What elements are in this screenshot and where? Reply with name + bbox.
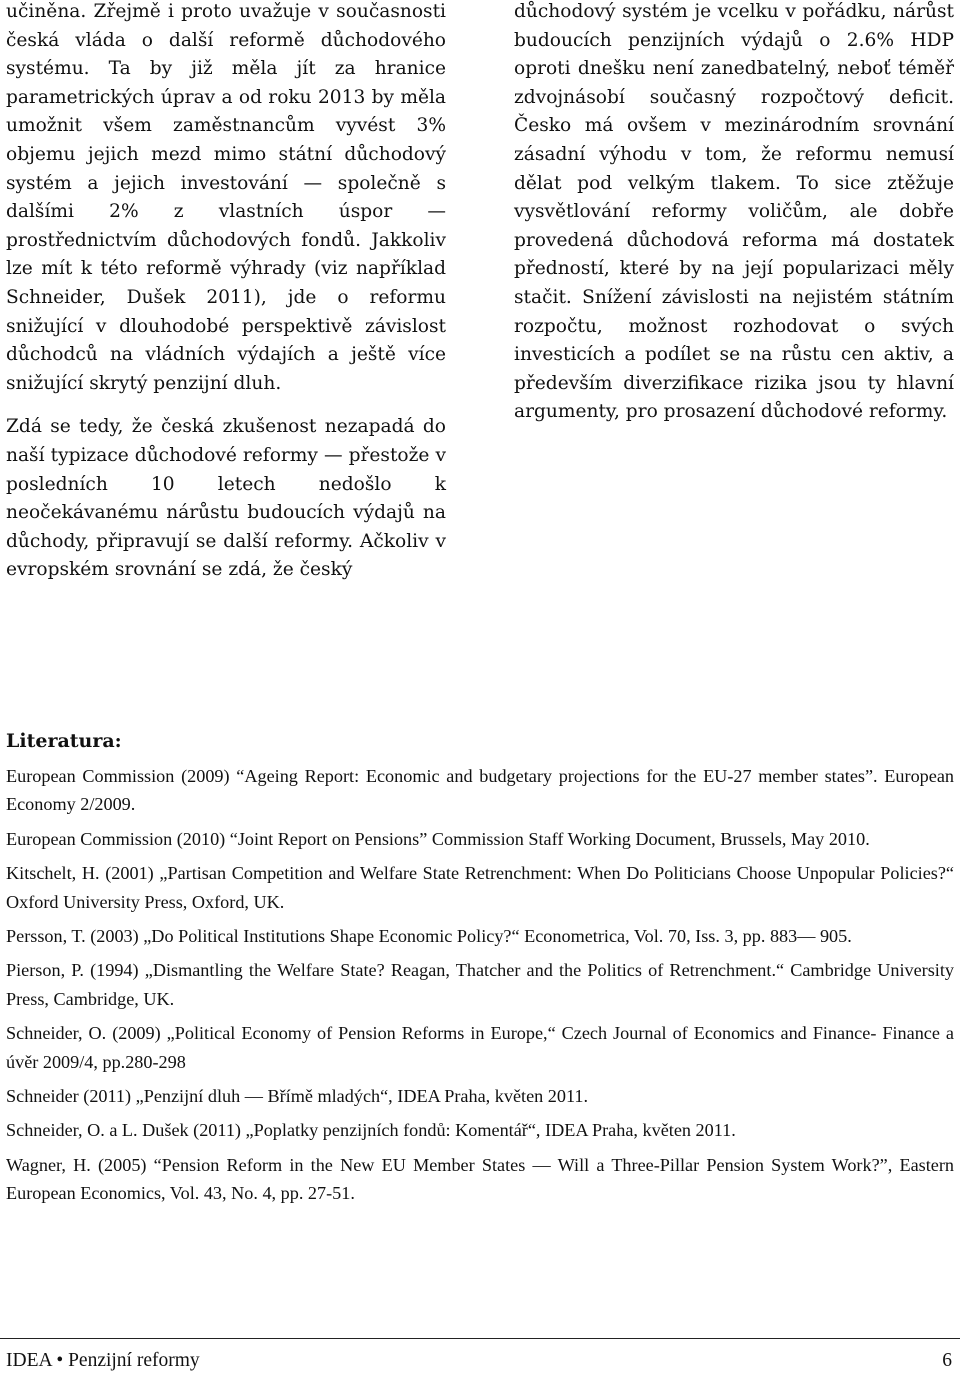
footer-title: IDEA • Penzijní reformy [6,1350,200,1371]
reference-item: Schneider (2011) „Penzijní dluh — Břímě mladých“, IDEA Praha, květen 2011. [6,1086,589,1107]
right-column [514,0,954,427]
footer-divider [0,1338,960,1339]
reference-list [6,762,954,1214]
reference-item: European Commission (2009) “Ageing Report: Economic and budgetary projections for the EU-27 member states”. European Economy 2/2009. [6,766,954,815]
reference-item: Pierson, P. (1994) „Dismantling the Welfare State? Reagan, Thatcher and the Politics of Retrenchment.“ Cambridge University Press, Cambridge, UK. [6,960,954,1009]
literature-heading: Literatura: [6,730,122,752]
reference-item: Schneider, O. a L. Dušek (2011) „Poplatky penzijních fondů: Komentář“, IDEA Praha, květen 2011. [6,1120,736,1141]
body-paragraph: Zdá se tedy, že česká zkušenost nezapadá do naší typizace důchodové reformy — přestože v posledních 10 letech nedošlo k neočekávanému nárůstu budoucích výdajů na důchody, připravují se další reformy. Ačkoliv v evropském srovnání se zdá, že český [6,416,446,581]
page-footer [6,1350,952,1372]
body-paragraph: důchodový systém je vcelku v pořádku, nárůst budoucích penzijních výdajů o 2.6% HDP oproti dnešku není zanedbatelný, neboť téměř zdvojnásobí současný rozpočtový deficit. Česko má ovšem v mezinárodním srovnání zásadní výhodu v tom, že reformu nemusí dělat pod velkým tlakem. To sice ztěžuje vysvětlování reformy voličům, ale dobře provedená důchodová reforma má dostatek předností, které by na její popularizaci měly stačit. Snížení závislosti na nejistém státním rozpočtu, možnost rozhodovat o svých investicích a podílet se na růstu cen aktiv, a především diverzifikace rizika jsou ty hlavní argumenty, pro prosazení důchodové reformy. [514,1,954,423]
reference-item: Schneider, O. (2009) „Political Economy of Pension Reforms in Europe,“ Czech Journal of Economics and Finance- Finance a úvěr 2009/4, pp.280-298 [6,1023,954,1072]
reference-item: European Commission (2010) “Joint Report on Pensions” Commission Staff Working Document, Brussels, May 2010. [6,828,870,849]
reference-item: Persson, T. (2003) „Do Political Institutions Shape Economic Policy?“ Econometrica, Vol. 70, Iss. 3, pp. 883— 905. [6,926,852,947]
left-column [6,0,446,585]
reference-item: Wagner, H. (2005) “Pension Reform in the New EU Member States — Will a Three-Pillar Pension System Work?”, Eastern European Economics, Vol. 43, No. 4, pp. 27-51. [6,1154,954,1204]
page-number: 6 [942,1350,952,1371]
body-paragraph: učiněna. Zřejmě i proto uvažuje v současnosti česká vláda o další reformě důchodového systému. Ta by již měla jít za hranice parametrických úprav a od roku 2013 by měla umožnit všem zaměstnancům vyvést 3% objemu jejich mezd mimo státní důchodový systém a jejich investování — společně s dalšími 2% z vlastních úspor — prostřednictvím důchodových fondů. Jakkoliv lze mít k této reformě výhrady (viz například Schneider, Dušek 2011), jde o reformu snižující v dlouhodobé perspektivě závislost důchodců na vládních výdajích a ještě více snižující skrytý penzijní dluh. [6,1,446,394]
reference-item: Kitschelt, H. (2001) „Partisan Competition and Welfare State Retrenchment: When Do Politicians Choose Unpopular Policies?“ Oxford University Press, Oxford, UK. [6,863,954,912]
